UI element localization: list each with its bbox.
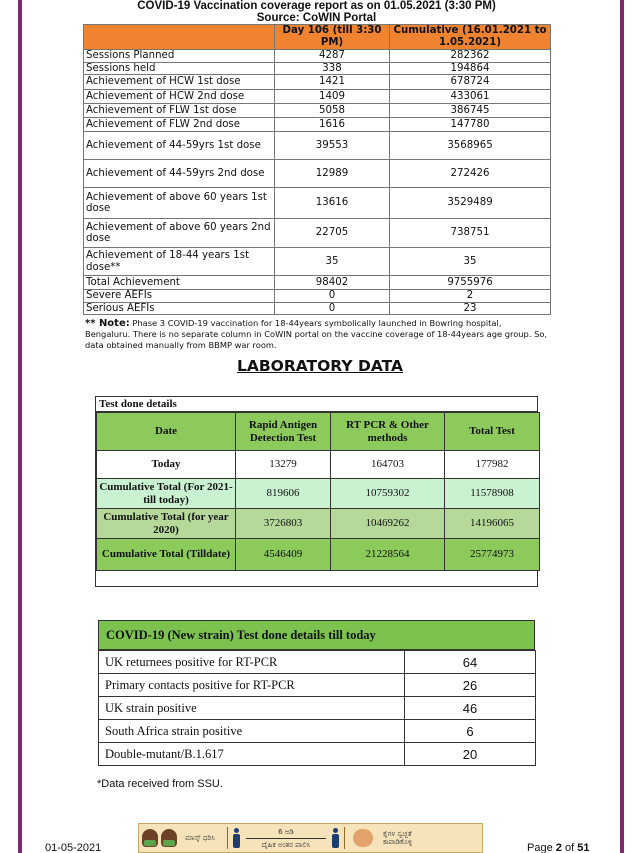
vaccination-header-blank <box>84 25 275 50</box>
covid-awareness-banner <box>138 823 483 853</box>
lab-table-header <box>97 413 540 451</box>
vaccination-cell-day: 0 <box>275 290 390 303</box>
table-row <box>84 90 551 104</box>
vaccination-row-label: Achievement of HCW 2nd dose <box>84 90 275 104</box>
table-row <box>84 75 551 90</box>
vaccination-title: COVID-19 Vaccination coverage report as on 01.05.2021 (3:30 PM) <box>137 0 496 12</box>
lab-table <box>96 412 540 571</box>
table-row <box>84 50 551 63</box>
vaccination-cell-cumulative: 433061 <box>390 90 551 104</box>
person-icon <box>232 828 241 848</box>
lab-header-total: Total Test <box>445 413 540 451</box>
table-row <box>84 276 551 290</box>
vaccination-cell-cumulative: 2 <box>390 290 551 303</box>
vaccination-cell-day: 35 <box>275 248 390 276</box>
strain-row-value: 46 <box>405 697 536 720</box>
ssu-footnote: *Data received from SSU. <box>97 778 223 790</box>
vaccination-note <box>83 315 550 351</box>
vaccination-row-label: Achievement of above 60 years 2nd dose <box>84 219 275 248</box>
table-row <box>99 720 536 743</box>
vaccination-row-label: Achievement of 44-59yrs 2nd dose <box>84 160 275 188</box>
vaccination-cell-cumulative: 386745 <box>390 104 551 118</box>
new-strain-table <box>98 650 536 766</box>
lab-header-rat: Rapid Antigen Detection Test <box>236 413 331 451</box>
lab-cell-rat: 13279 <box>236 451 331 479</box>
lab-row-today <box>97 451 540 479</box>
lab-row-cumulative-2021 <box>97 479 540 509</box>
vaccination-cell-cumulative: 3568965 <box>390 132 551 160</box>
vaccination-cell-cumulative: 194864 <box>390 62 551 75</box>
vaccination-source: Source: CoWIN Portal <box>256 12 377 24</box>
banner-hands-section <box>349 824 443 852</box>
vaccination-cell-day: 12989 <box>275 160 390 188</box>
vaccination-cell-day: 13616 <box>275 188 390 219</box>
vaccination-cell-cumulative: 3529489 <box>390 188 551 219</box>
vaccination-table-header <box>84 25 551 50</box>
table-row <box>84 188 551 219</box>
vaccination-cell-day: 338 <box>275 62 390 75</box>
lab-cell-total: 14196065 <box>445 509 540 539</box>
table-row <box>84 302 551 315</box>
banner-mask-section <box>139 824 223 852</box>
vaccination-header-cumulative: Cumulative (16.01.2021 to 1.05.2021) <box>390 25 551 50</box>
strain-row-label: Primary contacts positive for RT-PCR <box>99 674 405 697</box>
table-row <box>84 62 551 75</box>
vaccination-cell-cumulative: 272426 <box>390 160 551 188</box>
distance-arrow-icon <box>246 838 326 839</box>
strain-row-label: Double-mutant/B.1.617 <box>99 743 405 766</box>
vaccination-cell-day: 0 <box>275 302 390 315</box>
strain-row-label: South Africa strain positive <box>99 720 405 743</box>
vaccination-cell-cumulative: 23 <box>390 302 551 315</box>
masked-face-icon <box>142 829 158 847</box>
table-row <box>84 219 551 248</box>
person-icon <box>331 828 340 848</box>
new-strain-title: COVID-19 (New strain) Test done details till today <box>98 620 535 650</box>
lab-subtitle: Test done details <box>96 397 537 412</box>
page-border-right <box>620 0 624 853</box>
lab-row-label: Cumulative Total (For 2021- till today) <box>97 479 236 509</box>
table-row <box>99 674 536 697</box>
vaccination-header-day: Day 106 (till 3:30 PM) <box>275 25 390 50</box>
table-row <box>99 697 536 720</box>
table-row <box>99 743 536 766</box>
vaccination-row-label: Achievement of FLW 2nd dose <box>84 118 275 132</box>
vaccination-row-label: Achievement of above 60 years 1st dose <box>84 188 275 219</box>
strain-row-value: 26 <box>405 674 536 697</box>
lab-cell-rtpcr: 21228564 <box>331 539 445 571</box>
lab-cell-rat: 3726803 <box>236 509 331 539</box>
footer-date: 01-05-2021 <box>45 842 102 853</box>
strain-row-label: UK returnees positive for RT-PCR <box>99 651 405 674</box>
page-prefix: Page <box>527 842 553 853</box>
vaccination-row-label: Serious AEFIs <box>84 302 275 315</box>
vaccination-section <box>83 0 550 351</box>
vaccination-cell-day: 98402 <box>275 276 390 290</box>
lab-cell-rtpcr: 164703 <box>331 451 445 479</box>
lab-cell-total: 11578908 <box>445 479 540 509</box>
page-total: 51 <box>577 842 590 853</box>
table-row <box>84 104 551 118</box>
laboratory-data-heading: LABORATORY DATA <box>236 357 404 375</box>
lab-row-cumulative-tilldate <box>97 539 540 571</box>
vaccination-row-label: Achievement of 44-59yrs 1st dose <box>84 132 275 160</box>
table-row <box>84 118 551 132</box>
lab-cell-total: 177982 <box>445 451 540 479</box>
vaccination-cell-day: 1421 <box>275 75 390 90</box>
banner-divider <box>344 827 345 849</box>
table-row <box>84 160 551 188</box>
vaccination-note-text: Phase 3 COVID-19 vaccination for 18-44years symbolically launched in Bowring hospital, Bengaluru. There is no separate column in CoWIN portal on the vaccine coverage of 18-44years age group. So, data obtained manually from BBMP war room. <box>85 318 548 350</box>
banner-divider <box>227 827 228 849</box>
table-row <box>99 651 536 674</box>
lab-cell-rat: 819606 <box>236 479 331 509</box>
lab-row-cumulative-2020 <box>97 509 540 539</box>
new-strain-section <box>98 620 535 766</box>
vaccination-cell-cumulative: 35 <box>390 248 551 276</box>
lab-header-rtpcr: RT PCR & Other methods <box>331 413 445 451</box>
lab-cell-total: 25774973 <box>445 539 540 571</box>
strain-row-label: UK strain positive <box>99 697 405 720</box>
vaccination-cell-day: 1409 <box>275 90 390 104</box>
vaccination-cell-day: 39553 <box>275 132 390 160</box>
banner-mask-text: ಮಾಸ್ಕ್ ಧರಿಸಿ <box>185 834 215 842</box>
lab-cell-rat: 4546409 <box>236 539 331 571</box>
vaccination-cell-cumulative: 9755976 <box>390 276 551 290</box>
strain-row-value: 6 <box>405 720 536 743</box>
strain-row-value: 20 <box>405 743 536 766</box>
banner-distance-top: 6 ಅಡಿ <box>278 827 294 836</box>
vaccination-cell-day: 22705 <box>275 219 390 248</box>
vaccination-cell-cumulative: 147780 <box>390 118 551 132</box>
lab-table-container <box>95 396 538 587</box>
lab-row-label: Cumulative Total (Tilldate) <box>97 539 236 571</box>
vaccination-cell-day: 4287 <box>275 50 390 63</box>
footer-page-number <box>527 842 589 853</box>
table-row <box>84 132 551 160</box>
table-row <box>84 248 551 276</box>
lab-header-date: Date <box>97 413 236 451</box>
banner-hands-text: ಕೈಗಳ ಸ್ವಚ್ಛತೆ ಕಾಪಾಡಿಕೊಳ್ಳಿ <box>383 830 413 846</box>
lab-cell-rtpcr: 10759302 <box>331 479 445 509</box>
vaccination-row-label: Total Achievement <box>84 276 275 290</box>
vaccination-row-label: Achievement of FLW 1st dose <box>84 104 275 118</box>
distance-indicator <box>241 828 331 849</box>
vaccination-row-label: Severe AEFIs <box>84 290 275 303</box>
vaccination-row-label: Achievement of 18-44 years 1st dose** <box>84 248 275 276</box>
page-border-left <box>18 0 22 853</box>
masked-face-icon <box>161 829 177 847</box>
vaccination-note-label: ** Note: <box>85 318 130 329</box>
vaccination-cell-cumulative: 678724 <box>390 75 551 90</box>
vaccination-table <box>83 24 551 315</box>
vaccination-cell-cumulative: 738751 <box>390 219 551 248</box>
vaccination-cell-cumulative: 282362 <box>390 50 551 63</box>
vaccination-row-label: Achievement of HCW 1st dose <box>84 75 275 90</box>
hand-wash-icon <box>353 829 373 847</box>
lab-cell-rtpcr: 10469262 <box>331 509 445 539</box>
vaccination-row-label: Sessions Planned <box>84 50 275 63</box>
lab-row-label: Today <box>97 451 236 479</box>
vaccination-row-label: Sessions held <box>84 62 275 75</box>
page-current: 2 <box>555 842 562 853</box>
lab-row-label: Cumulative Total (for year 2020) <box>97 509 236 539</box>
banner-distance-bottom: ದೈಹಿಕ ಅಂತರ ಪಾಲಿಸಿ <box>261 840 311 849</box>
vaccination-cell-day: 1616 <box>275 118 390 132</box>
banner-distance-section <box>232 824 340 852</box>
table-row <box>84 290 551 303</box>
strain-row-value: 64 <box>405 651 536 674</box>
vaccination-cell-day: 5058 <box>275 104 390 118</box>
page-of: of <box>564 842 575 853</box>
